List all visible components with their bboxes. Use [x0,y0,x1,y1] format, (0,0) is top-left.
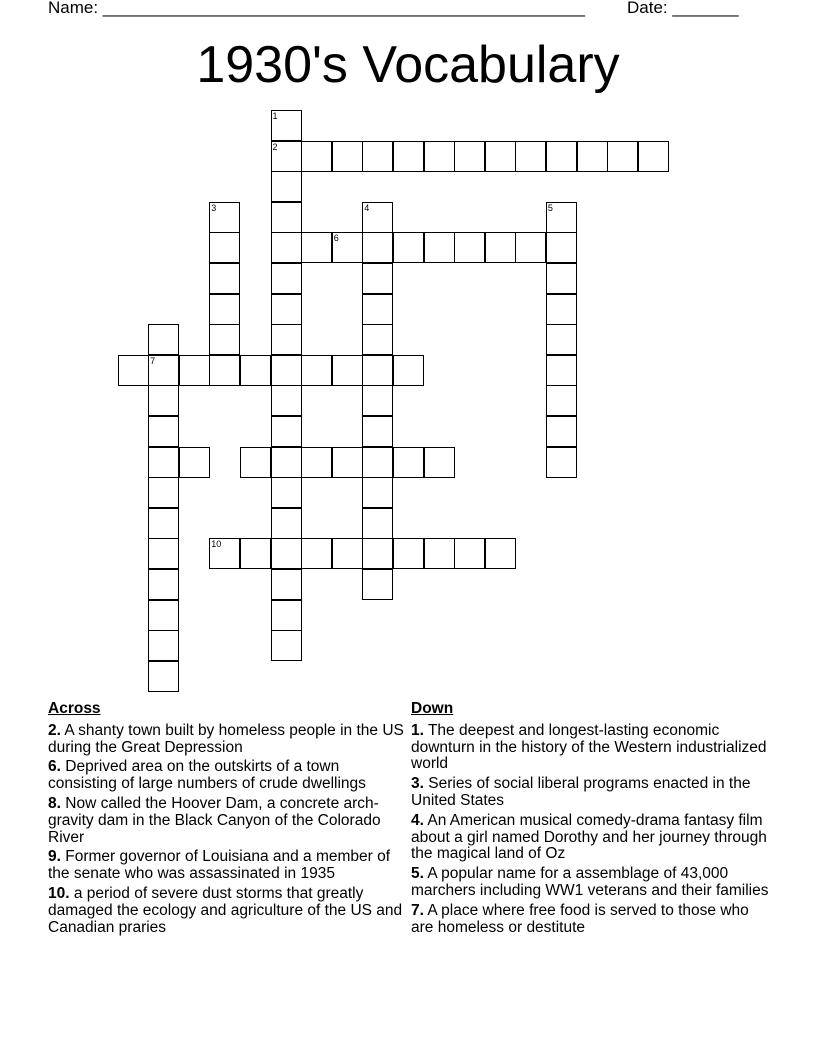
grid-cell [362,294,393,325]
clue-number-label: 6 [333,233,339,244]
grid-cell [301,447,332,478]
grid-cell [362,447,393,478]
grid-cell [362,141,393,172]
clue-number: 1. [411,721,424,739]
grid-cell [546,294,577,325]
grid-cell [362,355,393,386]
clue-item [48,796,410,846]
clue-number: 4. [411,811,424,829]
grid-cell [240,355,271,386]
grid-cell [209,232,240,263]
grid-cell [454,538,485,569]
grid-cell [332,232,363,263]
grid-cell [271,385,302,416]
grid-cell [271,355,302,386]
grid-cell [546,263,577,294]
clue-text: a period of severe dust storms that greatly damaged the ecology and agriculture of the US and Canadian praries [48,884,403,936]
grid-cell [271,477,302,508]
grid-cell [546,447,577,478]
grid-cell [515,141,546,172]
clue-text: Series of social liberal programs enacted in the United States [411,775,751,809]
clue-text: The deepest and longest-lasting economic downturn in the history of the Western industrialized world [411,721,767,773]
grid-cell [485,232,516,263]
grid-cell [209,294,240,325]
grid-cell [546,416,577,447]
clue-item [411,723,771,773]
grid-cell [209,355,240,386]
grid-cell [393,538,424,569]
grid-cell [332,538,363,569]
grid-cell [362,202,393,233]
grid-cell [362,385,393,416]
clue-number: 5. [411,865,424,883]
grid-cell [362,416,393,447]
grid-cell [332,355,363,386]
grid-cell [209,202,240,233]
grid-cell [148,416,179,447]
grid-cell [240,538,271,569]
grid-cell [301,355,332,386]
clue-item [48,849,410,883]
grid-cell [240,447,271,478]
clue-text: A popular name for a assemblage of 43,000 marchers including WW1 veterans and their families [411,865,769,899]
grid-cell [271,110,302,141]
grid-cell [332,447,363,478]
grid-cell [393,232,424,263]
grid-cell [638,141,669,172]
grid-cell [546,232,577,263]
grid-cell [148,661,179,692]
grid-cell [515,232,546,263]
grid-cell [301,141,332,172]
clue-number-label: 7 [150,355,156,366]
down-clues [411,701,771,939]
clue-text: A shanty town built by homeless people in the US during the Great Depression [48,721,404,756]
date-field-label: Date: _______ [627,0,739,17]
grid-cell [148,538,179,569]
grid-cell [485,538,516,569]
grid-cell [179,447,210,478]
clue-item [411,776,771,810]
grid-cell [271,569,302,600]
grid-cell [485,141,516,172]
clue-item [48,723,410,757]
grid-cell [607,141,638,172]
grid-cell [209,263,240,294]
grid-cell [301,232,332,263]
clue-number: 2. [48,721,61,739]
grid-cell [393,355,424,386]
grid-cell [424,232,455,263]
grid-cell [271,202,302,233]
grid-cell [118,355,149,386]
clue-number-label: 5 [547,202,553,213]
grid-cell [577,141,608,172]
grid-cell [148,447,179,478]
grid-cell [271,141,302,172]
clue-text: A place where free food is served to those who are homeless or destitute [411,901,749,936]
grid-cell [271,263,302,294]
clue-item [411,813,771,863]
clue-item [48,886,410,936]
grid-cell [271,324,302,355]
grid-cell [271,538,302,569]
clue-number-label: 3 [211,202,217,213]
grid-cell [148,508,179,539]
grid-cell [271,232,302,263]
clue-text: Former governor of Louisiana and a member of the senate who was assassinated in 1935 [48,848,391,883]
grid-cell [271,294,302,325]
grid-cell [454,141,485,172]
clue-text: Now called the Hoover Dam, a concrete arch-gravity dam in the Black Canyon of the Colorado River [48,794,381,846]
grid-cell [454,232,485,263]
grid-cell [362,477,393,508]
grid-cell [546,202,577,233]
grid-cell [362,569,393,600]
grid-cell [271,630,302,661]
clue-text: An American musical comedy-drama fantasy film about a girl named Dorothy and her journey through the magical land of Oz [411,811,767,863]
clue-number-label: 1 [272,111,278,121]
grid-cell [546,385,577,416]
grid-cell [148,385,179,416]
grid-cell [362,508,393,539]
grid-cell [209,324,240,355]
grid-cell [546,324,577,355]
clue-number: 10. [48,884,70,902]
page-title: 1930's Vocabulary [196,36,620,94]
grid-cell [393,141,424,172]
clue-number: 8. [48,794,61,812]
clue-item [48,759,410,793]
grid-cell [148,477,179,508]
grid-cell [271,171,302,202]
grid-cell [148,600,179,631]
grid-cell [148,324,179,355]
clue-number-label: 10 [211,539,222,550]
grid-cell [393,447,424,478]
grid-cell [271,447,302,478]
grid-cell [209,538,240,569]
grid-cell [332,141,363,172]
grid-cell [362,538,393,569]
clue-item [411,903,771,937]
grid-cell [271,508,302,539]
grid-cell [271,600,302,631]
grid-cell [362,324,393,355]
clue-number: 9. [48,848,61,866]
name-field-label: Name: ___________________________________________________ [48,0,585,17]
grid-cell [362,232,393,263]
grid-cell [424,141,455,172]
clue-number: 3. [411,775,424,793]
clue-number: 7. [411,901,424,919]
grid-cell [148,630,179,661]
grid-cell [546,141,577,172]
grid-cell [546,355,577,386]
clue-number-label: 4 [364,202,370,213]
clue-number: 6. [48,758,61,776]
grid-cell [424,538,455,569]
grid-cell [362,263,393,294]
clue-text: Deprived area on the outskirts of a town consisting of large numbers of crude dwellings [48,758,366,793]
grid-cell [301,538,332,569]
clue-number-label: 2 [272,141,278,152]
down-heading: Down [411,700,454,717]
grid-cell [271,416,302,447]
grid-cell [179,355,210,386]
grid-cell [424,447,455,478]
grid-cell [148,569,179,600]
across-clues [48,701,410,939]
across-heading: Across [48,700,101,717]
clue-item [411,866,771,900]
grid-cell [148,355,179,386]
